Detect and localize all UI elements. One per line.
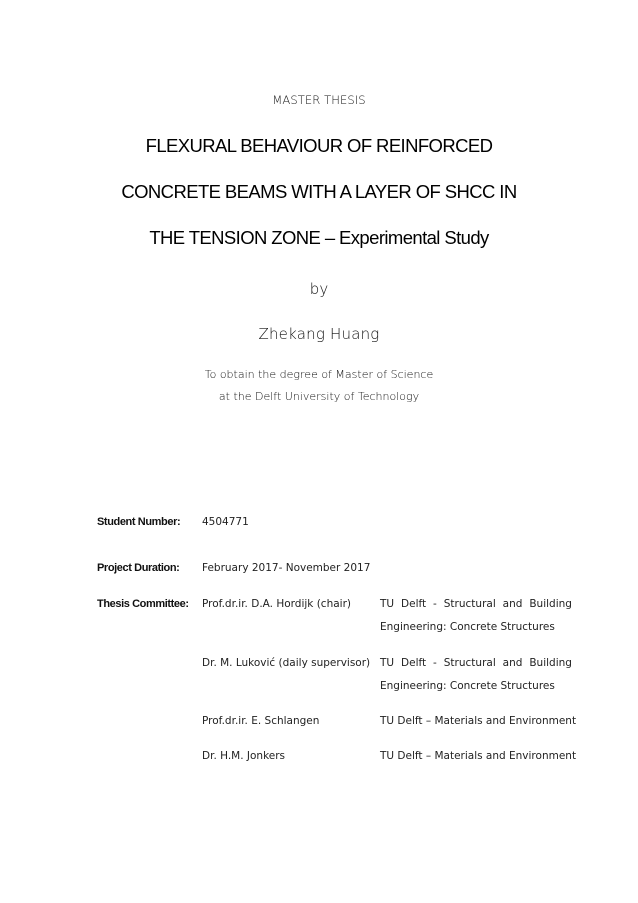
committee-member-affiliation-line-2: Engineering: Concrete Structures [380,621,555,633]
committee-member-name: Dr. H.M. Jonkers [202,750,286,762]
affiliation-word: Structural [443,657,496,669]
affiliation-word: Delft [401,598,427,610]
degree-purpose-line-2: at the Delft University of Technology [218,390,420,403]
student-number-value: 4504771 [202,516,249,528]
committee-member-name: Prof.dr.ir. E. Schlangen [202,715,320,727]
committee-member-affiliation: TU Delft – Materials and Environment [380,750,577,762]
affiliation-word: Structural [443,598,496,610]
thesis-committee-label: Thesis Committee: [97,598,189,610]
document-type-label: MASTER THESIS [272,93,366,107]
committee-member-affiliation-line-2: Engineering: Concrete Structures [380,680,555,692]
author-name: Zhekang Huang [258,325,380,343]
committee-member-affiliation: TU Delft – Materials and Environment [380,715,577,727]
thesis-title-line-1: FLEXURAL BEHAVIOUR OF REINFORCED [145,135,493,156]
affiliation-word: Delft [401,657,427,669]
affiliation-word: TU [380,598,395,610]
committee-member-affiliation [380,598,572,610]
affiliation-word: - [433,657,437,669]
committee-member-name: Prof.dr.ir. D.A. Hordijk (chair) [202,598,351,610]
project-duration-value: February 2017- November 2017 [202,562,371,574]
thesis-title-line-3: THE TENSION ZONE – Experimental Study [149,227,489,248]
by-label: by [309,280,329,298]
affiliation-word: - [433,598,437,610]
thesis-title-line-2: CONCRETE BEAMS WITH A LAYER OF SHCC IN [121,181,517,202]
student-number-label: Student Number: [97,516,181,528]
affiliation-word: Building [529,657,572,669]
committee-member-affiliation [380,657,572,669]
affiliation-word: TU [380,657,395,669]
committee-member-name: Dr. M. Luković (daily supervisor) [202,657,371,669]
affiliation-word: and [502,598,523,610]
affiliation-word: and [502,657,523,669]
affiliation-word: Building [529,598,572,610]
project-duration-label: Project Duration: [97,562,180,574]
degree-purpose-line-1: To obtain the degree of Master of Science [204,368,434,381]
